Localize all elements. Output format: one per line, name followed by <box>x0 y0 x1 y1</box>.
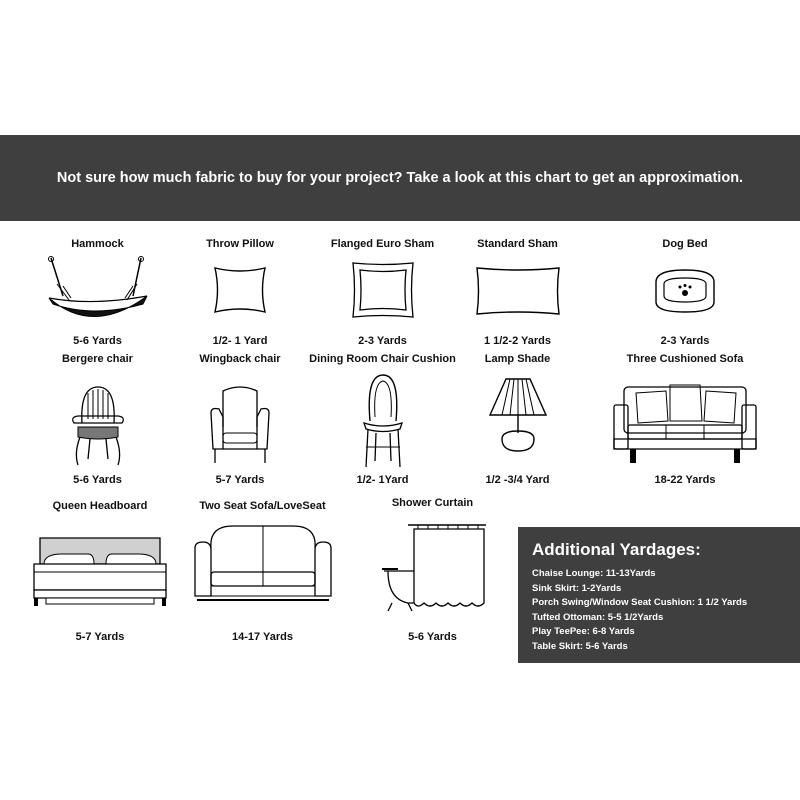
item-throw-pillow <box>180 238 300 350</box>
item-yards: 5-6 Yards <box>73 474 122 486</box>
item-three-cushion-sofa <box>605 353 765 488</box>
bergere-chair-icon <box>68 383 128 467</box>
list-item: Play TeePee: 6-8 Yards <box>532 626 635 637</box>
list-item: Sink Skirt: 1-2Yards <box>532 582 622 594</box>
item-yards: 2-3 Yards <box>660 335 710 347</box>
item-queen-headboard <box>30 500 170 648</box>
item-standard-sham <box>455 238 580 350</box>
dog-bed-icon <box>652 266 718 314</box>
item-label: Standard Sham <box>477 238 558 250</box>
euro-sham-icon <box>350 260 416 320</box>
throw-pillow-icon <box>210 264 270 316</box>
additional-yardages-list <box>532 567 747 654</box>
item-dining-chair <box>305 353 460 488</box>
standard-sham-icon <box>473 264 563 318</box>
item-yards: 14-17 Yards <box>232 631 293 643</box>
item-shower-curtain <box>370 497 495 645</box>
item-yards: 18-22 Yards <box>654 474 716 486</box>
additional-yardages-box <box>518 527 800 663</box>
additional-yardages-title: Additional Yardages: <box>532 540 701 559</box>
item-hammock <box>35 238 160 350</box>
list-item: Porch Swing/Window Seat Cushion: 1 1/2 Yards <box>532 597 748 608</box>
item-yards: 5-7 Yards <box>75 631 125 643</box>
item-yards: 1/2 -3/4 Yard <box>485 474 550 486</box>
item-label: Bergere chair <box>62 353 133 365</box>
item-dog-bed <box>630 238 740 350</box>
item-label: Flanged Euro Sham <box>330 238 435 250</box>
item-yards: 1 1/2-2 Yards <box>483 335 552 347</box>
item-label: Shower Curtain <box>391 497 474 509</box>
item-yards: 5-6 Yards <box>408 631 457 643</box>
item-label: Wingback chair <box>199 353 281 365</box>
shower-curtain-icon <box>378 519 488 615</box>
list-item: Chaise Lounge: 11-13Yards <box>532 568 656 579</box>
wingback-chair-icon <box>207 383 273 467</box>
item-label: Queen Headboard <box>52 500 148 512</box>
dining-chair-icon <box>360 371 406 471</box>
list-item: Table Skirt: 5-6 Yards <box>532 640 628 652</box>
header-banner <box>0 135 800 221</box>
item-yards: 1/2- 1 Yard <box>212 335 268 347</box>
item-label: Throw Pillow <box>206 238 274 250</box>
item-yards: 2-3 Yards <box>358 335 407 347</box>
item-yards: 5-7 Yards <box>215 474 265 486</box>
item-label: Dining Room Chair Cushion <box>309 353 456 365</box>
item-label: Dog Bed <box>662 238 708 250</box>
header-text: Not sure how much fabric to buy for your project? Take a look at this chart to get an approximation. <box>56 170 744 186</box>
lamp-shade-icon <box>486 375 550 461</box>
item-lamp-shade <box>455 353 580 488</box>
item-wingback-chair <box>180 353 300 488</box>
item-label: Hammock <box>71 238 124 250</box>
item-loveseat <box>190 500 335 648</box>
item-bergere-chair <box>35 353 160 488</box>
hammock-icon <box>43 256 153 326</box>
loveseat-icon <box>193 522 333 606</box>
list-item: Tufted Ottoman: 5-5 1/2Yards <box>532 611 664 623</box>
item-label: Lamp Shade <box>484 353 551 365</box>
item-euro-sham <box>320 238 445 350</box>
queen-headboard-icon <box>32 536 168 608</box>
item-yards: 1/2- 1Yard <box>356 474 409 486</box>
three-cushion-sofa-icon <box>612 381 758 467</box>
item-yards: 5-6 Yards <box>73 335 122 347</box>
item-label: Three Cushioned Sofa <box>626 353 744 365</box>
item-label: Two Seat Sofa/LoveSeat <box>199 500 326 512</box>
